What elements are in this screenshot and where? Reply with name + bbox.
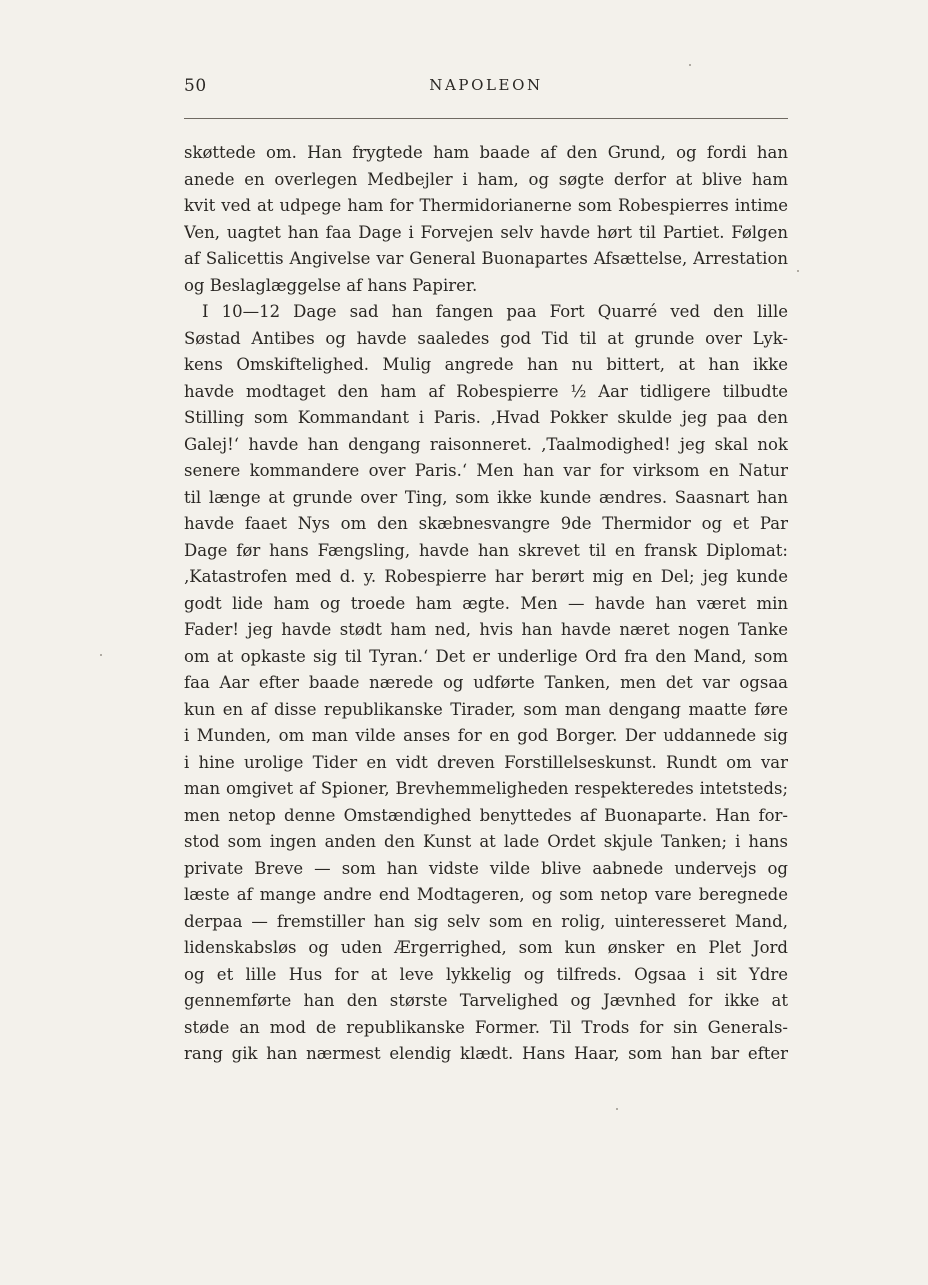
text-line: men netop denne Omstændighed benyttedes af Buonaparte. Han for- xyxy=(184,805,788,825)
text-line: senere kommandere over Paris.‘ Men han var for virksom en Natur xyxy=(184,461,788,480)
text-line: Dage før hans Fængsling, havde han skrevet til en fransk Diplomat: xyxy=(184,540,788,560)
body-text xyxy=(184,140,788,1068)
text-line: I 10—12 Dage sad han fangen paa Fort Quarré ved den lille xyxy=(202,302,788,321)
text-line: i hine urolige Tider en vidt dreven Forstillelseskunst. Rundt om var xyxy=(184,752,788,772)
text-line: kun en af disse republikanske Tirader, som man dengang maatte føre xyxy=(184,699,788,719)
text-line: havde modtaget den ham af Robespierre ½ Aar tidligere tilbudte xyxy=(184,381,788,401)
text-line: faa Aar efter baade nærede og udførte Tanken, men det var ogsaa xyxy=(184,673,788,692)
text-line: og et lille Hus for at leve lykkelig og tilfreds. Ogsaa i sit Ydre xyxy=(184,964,788,984)
text-line: stod som ingen anden den Kunst at lade Ordet skjule Tanken; i hans xyxy=(184,832,788,851)
text-line: og Beslaglæggelse af hans Papirer. xyxy=(184,275,478,295)
text-line: godt lide ham og troede ham ægte. Men — havde han været min xyxy=(184,593,788,613)
paper-speck xyxy=(797,270,799,272)
text-line: skøttede om. Han frygtede ham baade af den Grund, og fordi han xyxy=(184,143,788,162)
paper-speck xyxy=(689,64,691,66)
text-line: kens Omskiftelighed. Mulig angrede han nu bittert, at han ikke xyxy=(184,355,788,374)
text-line: derpaa — fremstiller han sig selv som en rolig, uinteresseret Mand, xyxy=(184,911,788,931)
running-title: NAPOLEON xyxy=(429,76,543,94)
text-line: man omgivet af Spioner, Brevhemmeligheden respekteredes intetsteds; xyxy=(184,779,788,798)
text-line: gennemførte han den største Tarvelighed og Jævnhed for ikke at xyxy=(184,991,788,1010)
text-line: kvit ved at udpege ham for Thermidorianerne som Robespierres intime xyxy=(184,196,788,215)
text-line: støde an mod de republikanske Former. Til Trods for sin Generals- xyxy=(184,1017,788,1037)
text-line: Fader! jeg havde stødt ham ned, hvis han havde næret nogen Tanke xyxy=(184,620,788,639)
text-line: anede en overlegen Medbejler i ham, og søgte derfor at blive ham xyxy=(184,169,788,189)
text-line: Søstad Antibes og havde saaledes god Tid til at grunde over Lyk- xyxy=(184,328,788,348)
text-line: af Salicettis Angivelse var General Buonapartes Afsættelse, Arrestation xyxy=(184,249,788,268)
page-number: 50 xyxy=(184,76,207,96)
text-line: Ven, uagtet han faa Dage i Forvejen selv havde hørt til Partiet. Følgen xyxy=(184,222,788,242)
paper-speck xyxy=(616,1108,618,1110)
paper-speck xyxy=(100,654,102,656)
page-header xyxy=(184,76,788,100)
text-line: ‚Katastrofen med d. y. Robespierre har berørt mig en Del; jeg kunde xyxy=(184,567,788,586)
text-line: rang gik han nærmest elendig klædt. Hans Haar, som han bar efter xyxy=(184,1044,788,1063)
text-line: om at opkaste sig til Tyran.‘ Det er underlige Ord fra den Mand, som xyxy=(184,646,788,666)
text-line: havde faaet Nys om den skæbnesvangre 9de Thermidor og et Par xyxy=(184,514,788,533)
header-rule xyxy=(184,118,788,119)
text-line: lidenskabsløs og uden Ærgerrighed, som kun ønsker en Plet Jord xyxy=(184,938,788,957)
text-line: private Breve — som han vidste vilde blive aabnede undervejs og xyxy=(184,858,788,878)
text-line: Stilling som Kommandant i Paris. ‚Hvad Pokker skulde jeg paa den xyxy=(184,408,788,427)
text-line: Galej!‘ havde han dengang raisonneret. ‚Taalmodighed! jeg skal nok xyxy=(184,434,788,454)
text-line: i Munden, om man vilde anses for en god Borger. Der uddannede sig xyxy=(184,726,788,745)
text-line: læste af mange andre end Modtageren, og som netop vare beregnede xyxy=(184,885,788,904)
text-line: til længe at grunde over Ting, som ikke kunde ændres. Saasnart han xyxy=(184,487,788,507)
